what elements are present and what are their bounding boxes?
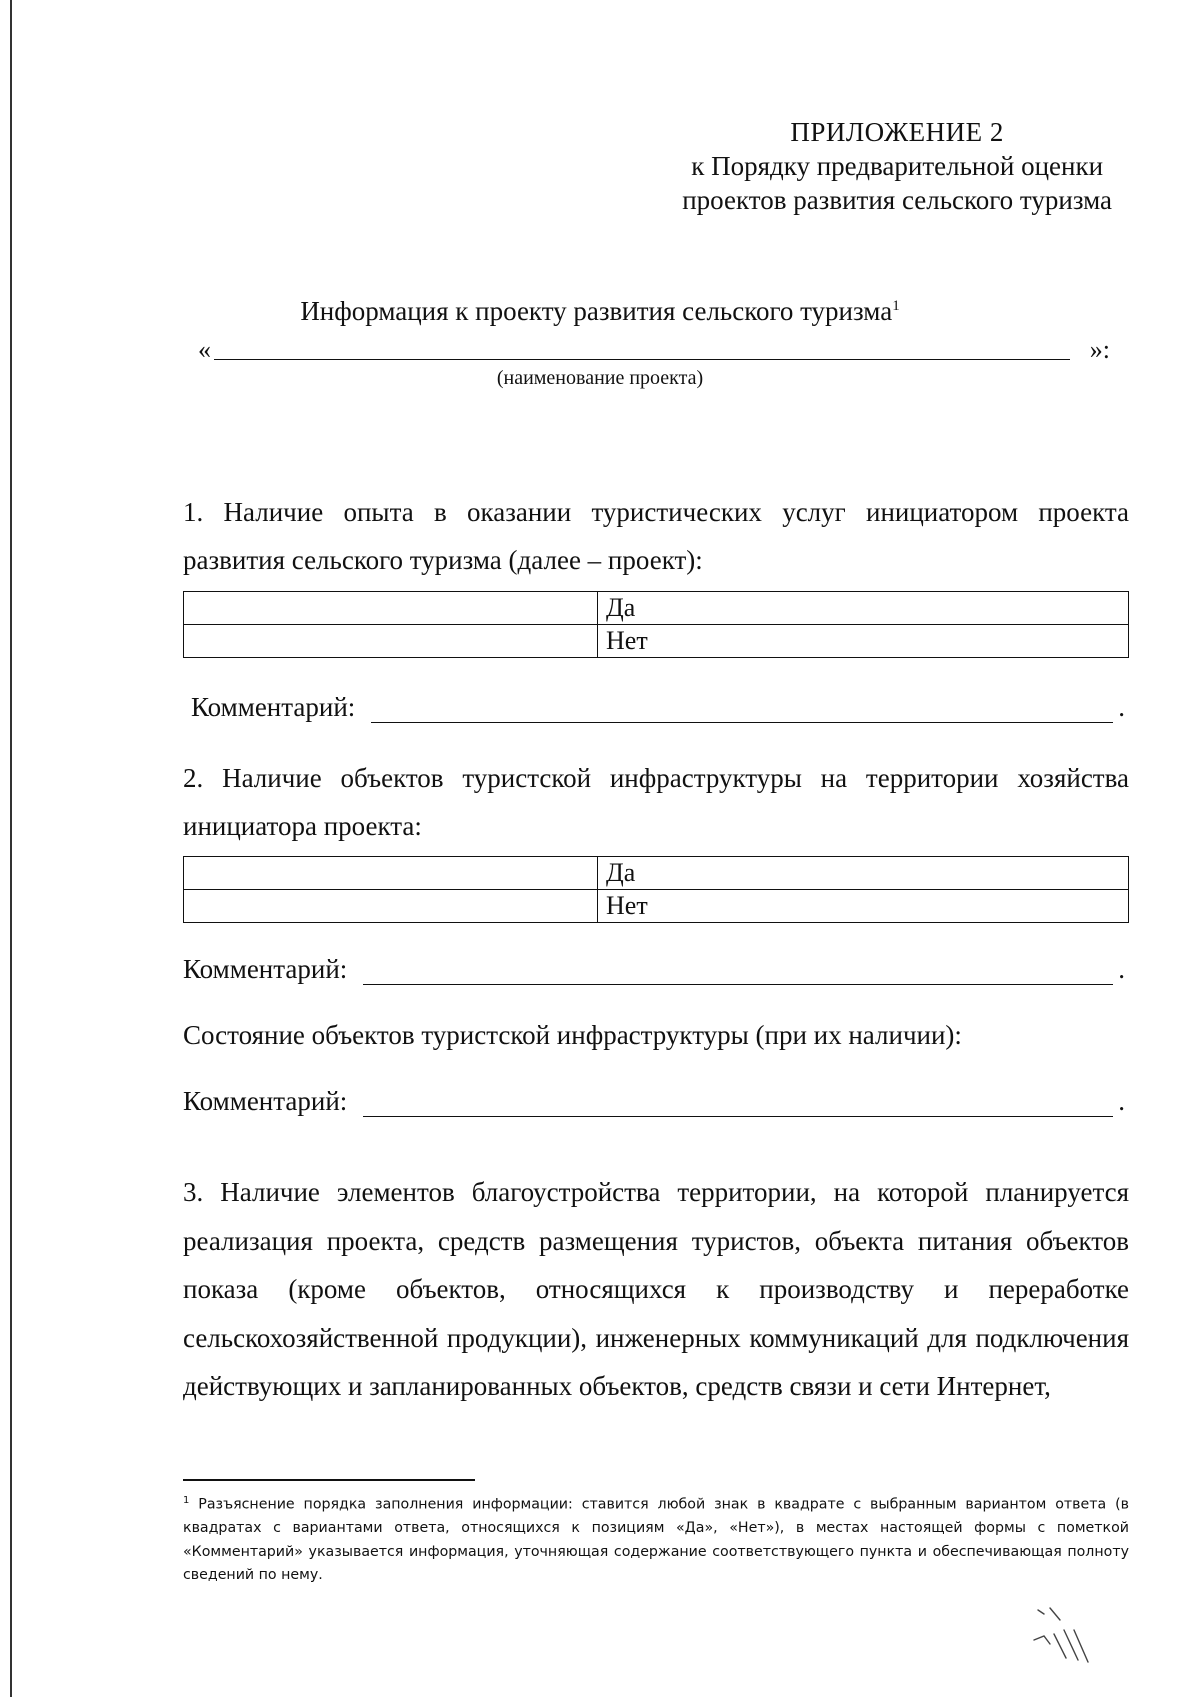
section-1-text: 1. Наличие опыта в оказании туристических услуг инициатором проекта развития сельского туризма (далее – проект): <box>183 497 1129 575</box>
appendix-line-1: к Порядку предварительной оценки <box>691 151 1104 181</box>
section-2-no-checkbox[interactable] <box>184 890 598 923</box>
appendix-title: ПРИЛОЖЕНИЕ 2 <box>790 117 1004 147</box>
quote-close: »: <box>1089 335 1110 364</box>
footnote <box>183 1489 1129 1588</box>
project-name-hint: (наименование проекта) <box>496 367 704 389</box>
section-2-comment <box>183 954 1129 988</box>
section-1-yes-checkbox[interactable] <box>184 592 598 625</box>
section-2-options-table <box>183 856 1129 923</box>
infrastructure-state-comment-field[interactable] <box>363 1116 1113 1117</box>
section-1-comment-end: . <box>1118 692 1125 722</box>
appendix-header <box>682 115 1112 217</box>
infrastructure-state-comment <box>183 1086 1129 1120</box>
footnote-text: Разъяснение порядка заполнения информации: ставится любой знак в квадрате с выбранным вариантом ответа (в квадратах с вариантами ответа, относящихся к позициям «Да», «Нет»), в местах настоящей формы с пометкой «Комментарий» указывается информация, уточняющая содержание соответствующего пункта и обеспечивающая полноту сведений по нему. <box>183 1496 1129 1584</box>
footnote-mark: 1 <box>183 1495 190 1506</box>
section-1-yes-label: Да <box>598 592 1129 625</box>
section-2-text: 2. Наличие объектов туристской инфраструктуры на территории хозяйства инициатора проекта: <box>183 763 1129 841</box>
form-title <box>0 296 1200 327</box>
section-1-comment-label: Комментарий: <box>191 692 356 722</box>
section-2-no-label: Нет <box>598 890 1129 923</box>
handwritten-initials-mark <box>1030 1600 1110 1670</box>
option-row-yes <box>184 592 1129 625</box>
infrastructure-state-comment-end: . <box>1118 1086 1125 1116</box>
appendix-line-2: проектов развития сельского туризма <box>682 185 1112 215</box>
section-3-text: 3. Наличие элементов благоустройства территории, на которой планируется реализация проекта, средств размещения туристов, объекта питания объектов показа (кроме объектов, относящихся к производству и переработке сельскохозяйственной продукции), инженерных коммуникаций для подключения действующих и запланированных объектов, средств связи и сети Интернет, <box>183 1177 1129 1401</box>
option-row-no <box>184 625 1129 658</box>
project-name-blank-line <box>214 359 1070 360</box>
section-1-options-table <box>183 591 1129 658</box>
section-2-comment-label: Комментарий: <box>183 954 348 984</box>
infrastructure-state-text: Состояние объектов туристской инфраструктуры (при их наличии): <box>183 1020 962 1050</box>
section-1-no-checkbox[interactable] <box>184 625 598 658</box>
section-1-comment-field[interactable] <box>371 722 1113 723</box>
footnote-ref: 1 <box>892 298 900 314</box>
quote-open: « <box>198 335 211 364</box>
project-name-field[interactable] <box>198 335 1110 363</box>
section-2-yes-checkbox[interactable] <box>184 857 598 890</box>
option-row-no <box>184 890 1129 923</box>
section-2-comment-end: . <box>1118 954 1125 984</box>
option-row-yes <box>184 857 1129 890</box>
form-title-text: Информация к проекту развития сельского туризма <box>300 296 893 326</box>
section-2-yes-label: Да <box>598 857 1129 890</box>
page-edge-line <box>10 0 12 1697</box>
footnote-separator <box>183 1479 475 1481</box>
section-1-no-label: Нет <box>598 625 1129 658</box>
section-1-comment <box>191 692 1129 726</box>
section-2-comment-field[interactable] <box>363 984 1113 985</box>
infrastructure-state-comment-label: Комментарий: <box>183 1086 348 1116</box>
